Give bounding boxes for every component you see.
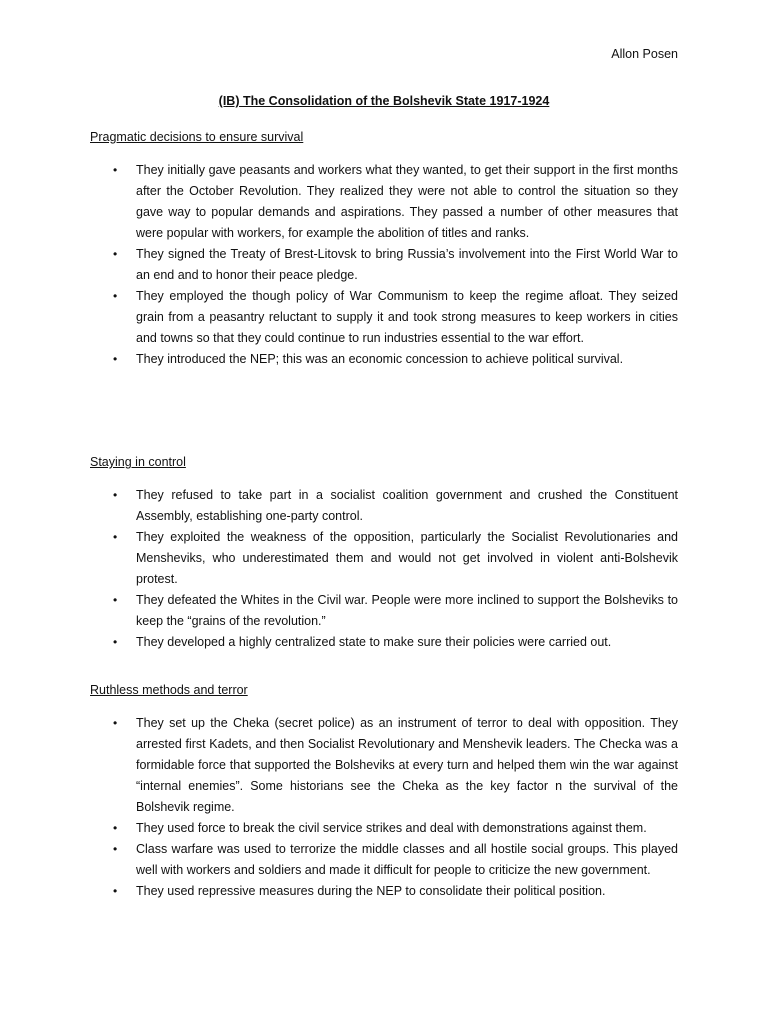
bullet-icon: • bbox=[113, 163, 118, 177]
bullet-icon: • bbox=[113, 884, 118, 898]
bullet-icon: • bbox=[113, 716, 118, 730]
list-item-text: They used force to break the civil service strikes and deal with demonstrations against them. bbox=[136, 821, 647, 835]
bullet-icon: • bbox=[113, 247, 118, 261]
section-heading-ruthless-methods: Ruthless methods and terror bbox=[90, 683, 248, 697]
list-item bbox=[90, 485, 678, 527]
list-item bbox=[90, 244, 678, 286]
bullet-icon: • bbox=[113, 635, 118, 649]
bullet-list-ruthless-methods bbox=[90, 713, 678, 902]
list-item-text: They defeated the Whites in the Civil war. People were more inclined to support the Bolsheviks to keep the “grains of the revolution.” bbox=[136, 593, 678, 628]
list-item-text: They used repressive measures during the NEP to consolidate their political position. bbox=[136, 884, 606, 898]
list-item bbox=[90, 839, 678, 881]
list-item bbox=[90, 818, 678, 839]
bullet-icon: • bbox=[113, 352, 118, 366]
section-heading-pragmatic: Pragmatic decisions to ensure survival bbox=[90, 130, 304, 144]
author-name: Allon Posen bbox=[611, 47, 678, 61]
document-title: (IB) The Consolidation of the Bolshevik State 1917-1924 bbox=[218, 94, 550, 108]
list-item-text: They introduced the NEP; this was an economic concession to achieve political survival. bbox=[136, 352, 624, 366]
list-item-text: They developed a highly centralized state to make sure their policies were carried out. bbox=[136, 635, 612, 649]
bullet-icon: • bbox=[113, 530, 118, 544]
bullet-icon: • bbox=[113, 842, 118, 856]
bullet-list-staying-in-control bbox=[90, 485, 678, 653]
bullet-list-pragmatic bbox=[90, 160, 678, 370]
list-item-text: They exploited the weakness of the opposition, particularly the Socialist Revolutionaries and Mensheviks, who underestimated them and would not get involved in violent anti-Bolshevik protest. bbox=[136, 530, 678, 586]
list-item-text: They refused to take part in a socialist coalition government and crushed the Constituent Assembly, establishing one-party control. bbox=[136, 488, 678, 523]
list-item bbox=[90, 590, 678, 632]
list-item-text: They signed the Treaty of Brest-Litovsk to bring Russia’s involvement into the First World War to an end and to honor their peace pledge. bbox=[136, 247, 678, 282]
bullet-icon: • bbox=[113, 593, 118, 607]
bullet-icon: • bbox=[113, 289, 118, 303]
bullet-icon: • bbox=[113, 821, 118, 835]
bullet-icon: • bbox=[113, 488, 118, 502]
list-item-text: They set up the Cheka (secret police) as an instrument of terror to deal with opposition. They arrested first Kadets, and then Socialist Revolutionary and Menshevik leaders. The Checka was a formidable force that supported the Bolsheviks at every turn and helped them win the war against “internal enemies”. Some historians see the Cheka as the key factor n the survival of the Bolshevik regime. bbox=[136, 716, 678, 814]
list-item bbox=[90, 286, 678, 349]
list-item bbox=[90, 527, 678, 590]
list-item-text: Class warfare was used to terrorize the middle classes and all hostile social groups. This played well with workers and soldiers and made it difficult for people to criticize the new government. bbox=[136, 842, 678, 877]
list-item bbox=[90, 713, 678, 818]
list-item bbox=[90, 881, 678, 902]
list-item-text: They initially gave peasants and workers what they wanted, to get their support in the first months after the October Revolution. They realized they were not able to control the situation so they gave way to popular demands and aspirations. They passed a number of other measures that were popular with workers, for example the abolition of titles and ranks. bbox=[136, 163, 678, 240]
list-item bbox=[90, 160, 678, 244]
list-item bbox=[90, 349, 678, 370]
section-heading-staying-in-control: Staying in control bbox=[90, 455, 186, 469]
list-item bbox=[90, 632, 678, 653]
list-item-text: They employed the though policy of War Communism to keep the regime afloat. They seized grain from a peasantry reluctant to supply it and took strong measures to keep workers in cities and towns so that they could continue to run industries essential to the war effort. bbox=[136, 289, 678, 345]
